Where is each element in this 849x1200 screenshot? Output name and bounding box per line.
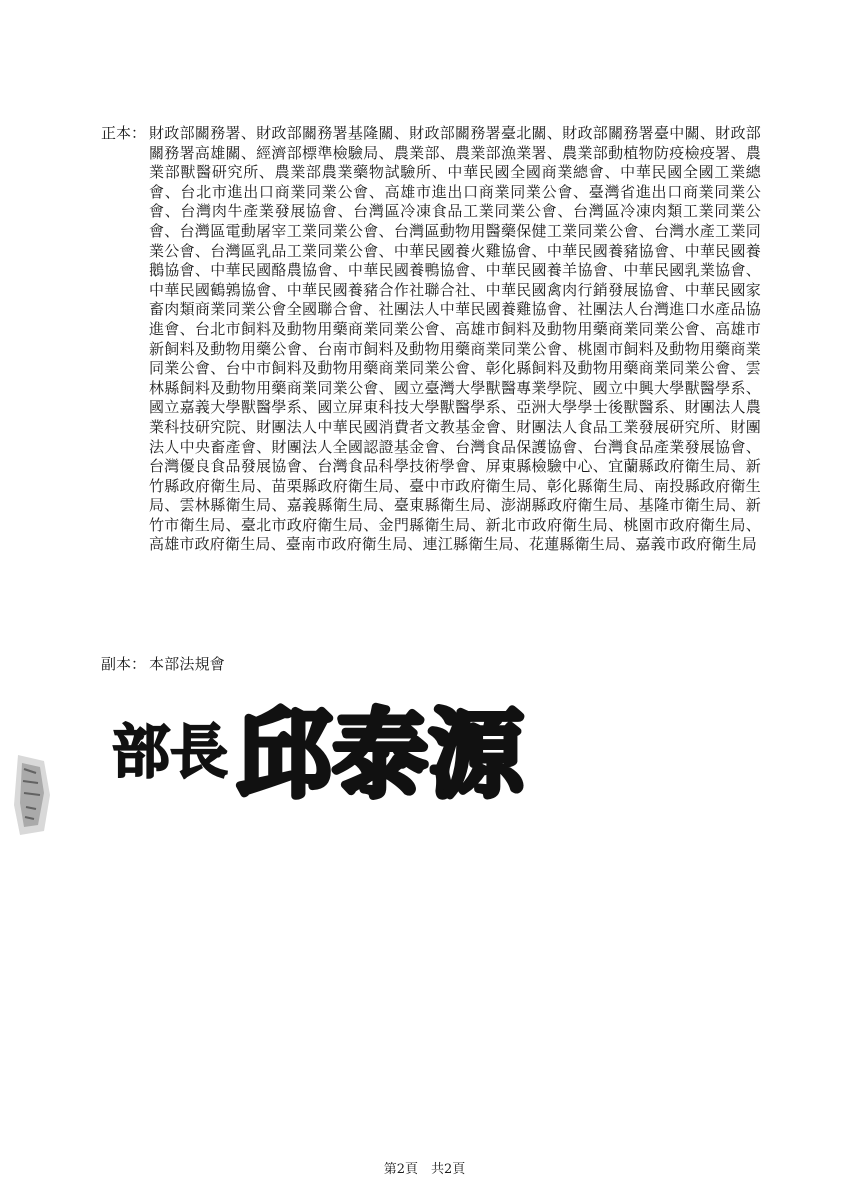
signature-title: 部長	[112, 718, 229, 786]
main-recipients-label: 正本：	[101, 124, 147, 142]
minister-signature-seal	[108, 690, 548, 810]
official-seal-fragment	[14, 755, 56, 835]
page-number-footer: 第2頁 共2頁	[383, 1162, 466, 1177]
copy-recipients-section	[101, 655, 761, 675]
copy-recipients-list: 本部法規會	[149, 655, 226, 673]
copy-recipients-label: 副本：	[101, 655, 147, 673]
main-recipients-section	[101, 124, 761, 555]
signature-name: 邱泰源	[236, 698, 524, 810]
main-recipients-list: 財政部關務署、財政部關務署基隆關、財政部關務署臺北關、財政部關務署臺中關、財政部關務署高雄關、經濟部標準檢驗局、農業部、農業部漁業署、農業部動植物防疫檢疫署、農業部獸醫研究所、農業部農業藥物試驗所、中華民國全國商業總會、中華民國全國工業總會、台北市進出口商業同業公會、高雄市進出口商業同業公會、臺灣省進出口商業同業公會、台灣肉牛產業發展協會、台灣區冷凍食品工業同業公會、台灣區冷凍肉類工業同業公會、台灣區電動屠宰工業同業公會、台灣區動物用醫藥保健工業同業公會、台灣水產工業同業公會、台灣區乳品工業同業公會、中華民國養火雞協會、中華民國養豬協會、中華民國養鵝協會、中華民國酪農協會、中華民國養鴨協會、中華民國養羊協會、中華民國乳業協會、中華民國鶴鶉協會、中華民國養豬合作社聯合社、中華民國禽肉行銷發展協會、中華民國家畜肉類商業同業公會全國聯合會、社團法人中華民國養雞協會、社團法人台灣進口水產品協進會、台北市飼料及動物用藥商業同業公會、高雄市飼料及動物用藥商業同業公會、高雄市新飼料及動物用藥公會、台南市飼料及動物用藥商業同業公會、桃園市飼料及動物用藥商業同業公會、台中市飼料及動物用藥商業同業公會、彰化縣飼料及動物用藥商業同業公會、雲林縣飼料及動物用藥商業同業公會、國立臺灣大學獸醫專業學院、國立中興大學獸醫學系、國立嘉義大學獸醫學系、國立屏東科技大學獸醫學系、亞洲大學學士後獸醫系、財團法人農業科技研究院、財團法人中華民國消費者文教基金會、財團法人食品工業發展研究所、財團法人中央畜產會、財團法人全國認證基金會、台灣食品保護協會、台灣食品產業發展協會、台灣優良食品發展協會、台灣食品科學技術學會、屏東縣檢驗中心、宜蘭縣政府衛生局、新竹縣政府衛生局、苗栗縣政府衛生局、臺中市政府衛生局、彰化縣衛生局、南投縣政府衛生局、雲林縣衛生局、嘉義縣衛生局、臺東縣衛生局、澎湖縣政府衛生局、基隆市衛生局、新竹市衛生局、臺北市政府衛生局、金門縣衛生局、新北市政府衛生局、桃園市政府衛生局、高雄市政府衛生局、臺南市政府衛生局、連江縣衛生局、花蓮縣衛生局、嘉義市政府衛生局	[149, 124, 761, 554]
